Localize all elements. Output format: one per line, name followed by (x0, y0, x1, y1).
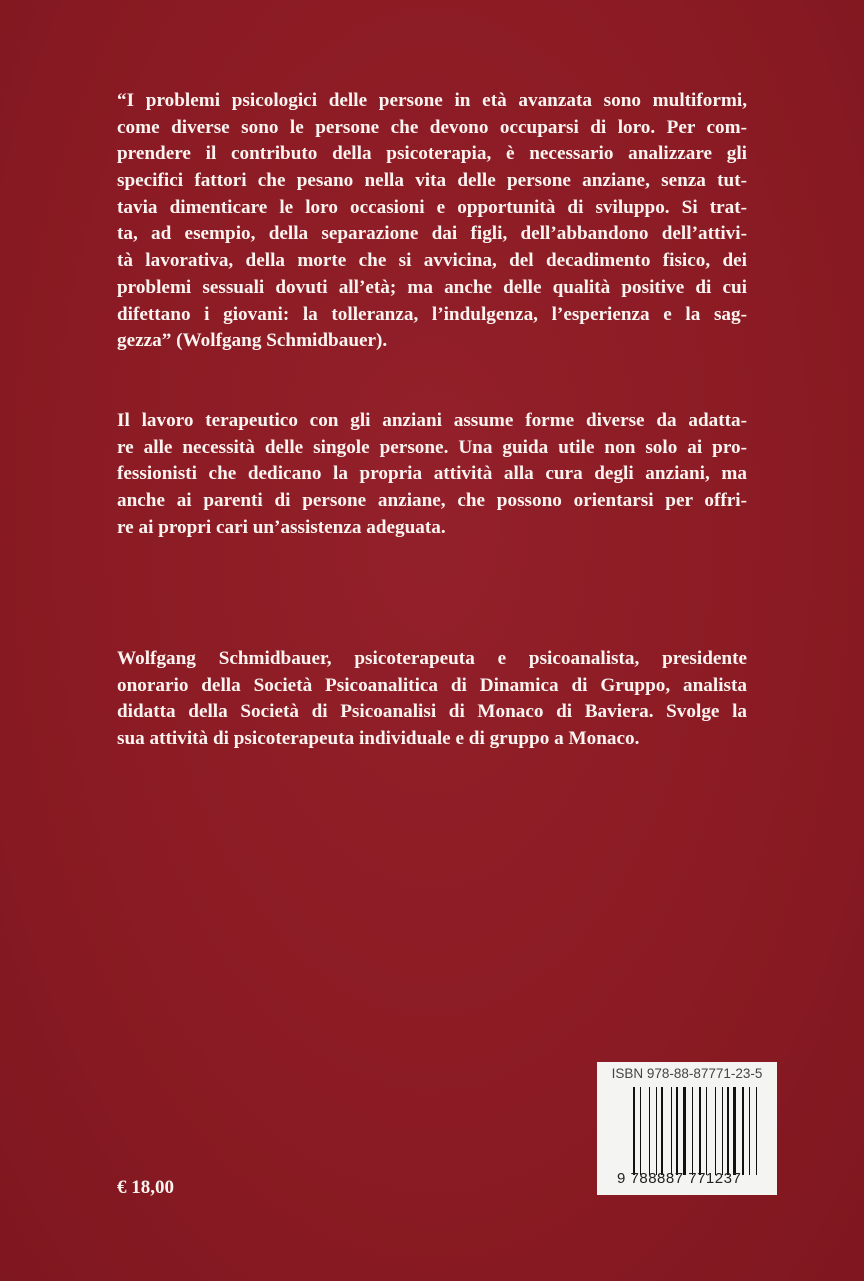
barcode-bar (640, 1087, 641, 1175)
barcode-bar (692, 1087, 693, 1175)
barcode-bar (661, 1087, 663, 1175)
barcode-bar (715, 1087, 716, 1175)
price: € 18,00 (117, 1177, 174, 1198)
quote-line: tà lavorativa, della morte che si avvicina, del decadimento fisico, dei (117, 250, 747, 272)
book-description (117, 408, 747, 541)
description-line: re ai propri cari un’assistenza adeguata. (117, 516, 446, 538)
barcode-bar (656, 1087, 657, 1175)
quote-line: specifici fattori che pesano nella vita delle persone anziane, senza tut- (117, 170, 747, 192)
barcode-bar (742, 1087, 744, 1175)
quote-line: ta, ad esempio, della separazione dai figli, dell’abbandono dell’attivi- (117, 223, 747, 245)
bio-line: onorario della Società Psicoanalitica di Dinamica di Gruppo, analista (117, 674, 747, 696)
barcode-digits: 9 788887 771237 (617, 1170, 742, 1187)
quote-line: prendere il contributo della psicoterapia, è necessario analizzare gli (117, 143, 747, 165)
description-line: re alle necessità delle singole persone. Una guida utile non solo ai pro- (117, 436, 747, 458)
bio-line: didatta della Società di Psicoanalisi di Monaco di Baviera. Svolge la (117, 701, 747, 723)
barcode-bar (727, 1087, 729, 1175)
barcode-bar (749, 1087, 750, 1175)
quote-line: tavia dimenticare le loro occasioni e opportunità di sviluppo. Si trat- (117, 196, 747, 218)
barcode-bar (699, 1087, 701, 1175)
quote-line: problemi sessuali dovuti all’età; ma anche delle qualità positive di cui (117, 276, 747, 298)
quote-line: come diverse sono le persone che devono occuparsi di loro. Per com- (117, 116, 747, 138)
barcode-bar (733, 1087, 736, 1175)
barcode-bar (676, 1087, 678, 1175)
description-line: Il lavoro terapeutico con gli anziani assume forme diverse da adatta- (117, 410, 747, 431)
quote-line: difettano i giovani: la tolleranza, l’indulgenza, l’esperienza e la sag- (117, 303, 747, 325)
quote-line: “I problemi psicologici delle persone in età avanzata sono multiformi, (117, 90, 747, 111)
bio-line: sua attività di psicoterapeuta individuale e di gruppo a Monaco. (117, 728, 640, 750)
barcode-bar (706, 1087, 707, 1175)
barcode-bar (683, 1087, 686, 1175)
isbn-barcode-label (597, 1062, 777, 1195)
barcode-bar (649, 1087, 650, 1175)
back-cover-quote (117, 88, 747, 355)
isbn-number: ISBN 978-88-87771-23-5 (611, 1066, 763, 1081)
author-bio (117, 646, 747, 753)
barcode-bar (633, 1087, 635, 1175)
barcode-bar (756, 1087, 757, 1175)
quote-line: gezza” (Wolfgang Schmidbauer). (117, 330, 388, 352)
barcode-icon (633, 1087, 760, 1175)
description-line: anche ai parenti di persone anziane, che possono orientarsi per offri- (117, 490, 747, 512)
description-line: fessionisti che dedicano la propria attività alla cura degli anziani, ma (117, 463, 747, 485)
barcode-bar (671, 1087, 672, 1175)
bio-line: Wolfgang Schmidbauer, psicoterapeuta e psicoanalista, presidente (117, 648, 747, 669)
barcode-bar (722, 1087, 723, 1175)
